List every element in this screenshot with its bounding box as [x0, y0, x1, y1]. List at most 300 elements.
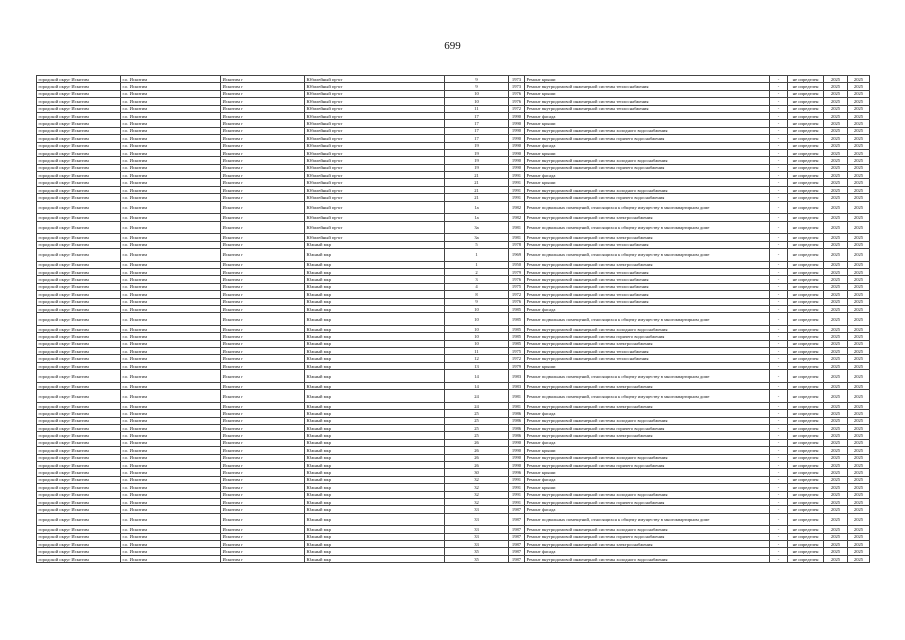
year-cell: 1987	[509, 555, 525, 562]
work-type-cell: Ремонт внутридомовой инженерной системы холодного водоснабжения	[525, 157, 770, 164]
dash-cell: -	[770, 135, 788, 142]
start-year-cell: 2025	[824, 425, 848, 432]
start-year-cell: 2025	[824, 135, 848, 142]
street-cell: Юбилейный пр-кт	[305, 234, 445, 241]
municipality-cell: городской округ Искитим	[37, 90, 121, 97]
cost-cell: не определен	[788, 164, 824, 171]
work-type-cell: Ремонт внутридомовой инженерной системы горячего водоснабжения	[525, 164, 770, 171]
work-type-cell: Ремонт внутридомовой инженерной системы теплоснабжения	[525, 83, 770, 90]
dash-cell: -	[770, 76, 788, 83]
cost-cell: не определен	[788, 340, 824, 347]
house-number-cell: 26	[445, 447, 509, 454]
municipality-cell: городской округ Искитим	[37, 76, 121, 83]
cost-cell: не определен	[788, 90, 824, 97]
table-row	[37, 172, 870, 179]
street-cell: Южный мкр	[305, 283, 445, 290]
table-row	[37, 283, 870, 290]
locality-cell: Искитим г	[221, 355, 305, 362]
start-year-cell: 2025	[824, 179, 848, 186]
end-year-cell: 2025	[848, 172, 870, 179]
municipality-cell: городской округ Искитим	[37, 410, 121, 417]
municipality-cell: городской округ Искитим	[37, 454, 121, 461]
house-number-cell: 25	[445, 425, 509, 432]
year-cell: 1979	[509, 362, 525, 369]
table-row	[37, 513, 870, 526]
municipality-cell: городской округ Искитим	[37, 149, 121, 156]
table-row	[37, 506, 870, 513]
house-number-cell: 25	[445, 410, 509, 417]
cost-cell: не определен	[788, 249, 824, 262]
locality-cell: Искитим г	[221, 234, 305, 241]
dash-cell: -	[770, 425, 788, 432]
house-number-cell: 25	[445, 432, 509, 439]
locality-cell: Искитим г	[221, 261, 305, 268]
start-year-cell: 2025	[824, 305, 848, 312]
dash-cell: -	[770, 90, 788, 97]
cost-cell: не определен	[788, 425, 824, 432]
settlement-cell: г.о. Искитим	[121, 194, 221, 201]
cost-cell: не определен	[788, 548, 824, 555]
street-cell: Южный мкр	[305, 340, 445, 347]
house-number-cell: 3а	[445, 234, 509, 241]
locality-cell: Искитим г	[221, 417, 305, 424]
year-cell: 1986	[509, 410, 525, 417]
start-year-cell: 2025	[824, 439, 848, 446]
dash-cell: -	[770, 149, 788, 156]
street-cell: Южный мкр	[305, 461, 445, 468]
table-row	[37, 390, 870, 403]
settlement-cell: г.о. Искитим	[121, 172, 221, 179]
end-year-cell: 2025	[848, 261, 870, 268]
end-year-cell: 2025	[848, 234, 870, 241]
year-cell: 1990	[509, 439, 525, 446]
cost-cell: не определен	[788, 241, 824, 248]
street-cell: Южный мкр	[305, 370, 445, 383]
end-year-cell: 2025	[848, 439, 870, 446]
dash-cell: -	[770, 83, 788, 90]
end-year-cell: 2025	[848, 402, 870, 409]
street-cell: Юбилейный пр-кт	[305, 221, 445, 234]
start-year-cell: 2025	[824, 276, 848, 283]
house-number-cell: 33	[445, 506, 509, 513]
locality-cell: Искитим г	[221, 291, 305, 298]
settlement-cell: г.о. Искитим	[121, 425, 221, 432]
year-cell: 1990	[509, 164, 525, 171]
municipality-cell: городской округ Искитим	[37, 370, 121, 383]
settlement-cell: г.о. Искитим	[121, 305, 221, 312]
table-row	[37, 179, 870, 186]
settlement-cell: г.о. Искитим	[121, 268, 221, 275]
cost-cell: не определен	[788, 172, 824, 179]
locality-cell: Искитим г	[221, 476, 305, 483]
settlement-cell: г.о. Искитим	[121, 476, 221, 483]
street-cell: Южный мкр	[305, 325, 445, 332]
start-year-cell: 2025	[824, 261, 848, 268]
start-year-cell: 2025	[824, 370, 848, 383]
street-cell: Южный мкр	[305, 355, 445, 362]
start-year-cell: 2025	[824, 454, 848, 461]
dash-cell: -	[770, 355, 788, 362]
start-year-cell: 2025	[824, 194, 848, 201]
end-year-cell: 2025	[848, 526, 870, 533]
year-cell: 1981	[509, 390, 525, 403]
start-year-cell: 2025	[824, 333, 848, 340]
settlement-cell: г.о. Искитим	[121, 83, 221, 90]
end-year-cell: 2025	[848, 313, 870, 326]
start-year-cell: 2025	[824, 157, 848, 164]
street-cell: Южный мкр	[305, 454, 445, 461]
cost-cell: не определен	[788, 186, 824, 193]
locality-cell: Искитим г	[221, 172, 305, 179]
municipality-cell: городской округ Искитим	[37, 548, 121, 555]
work-type-cell: Ремонт внутридомовой инженерной системы электроснабжения	[525, 402, 770, 409]
year-cell: 1950	[509, 261, 525, 268]
year-cell: 1990	[509, 157, 525, 164]
locality-cell: Искитим г	[221, 164, 305, 171]
work-type-cell: Ремонт фасада	[525, 548, 770, 555]
table-row	[37, 498, 870, 505]
end-year-cell: 2025	[848, 305, 870, 312]
cost-cell: не определен	[788, 439, 824, 446]
work-type-cell: Ремонт внутридомовой инженерной системы теплоснабжения	[525, 348, 770, 355]
street-cell: Южный мкр	[305, 249, 445, 262]
house-number-cell: 10	[445, 325, 509, 332]
end-year-cell: 2025	[848, 533, 870, 540]
municipality-cell: городской округ Искитим	[37, 179, 121, 186]
table-row	[37, 194, 870, 201]
locality-cell: Искитим г	[221, 105, 305, 112]
year-cell: 1979	[509, 268, 525, 275]
cost-cell: не определен	[788, 355, 824, 362]
municipality-cell: городской округ Искитим	[37, 249, 121, 262]
dash-cell: -	[770, 541, 788, 548]
cost-cell: не определен	[788, 179, 824, 186]
work-type-cell: Ремонт крыши	[525, 362, 770, 369]
settlement-cell: г.о. Искитим	[121, 214, 221, 221]
municipality-cell: городской округ Искитим	[37, 506, 121, 513]
end-year-cell: 2025	[848, 355, 870, 362]
dash-cell: -	[770, 194, 788, 201]
dash-cell: -	[770, 333, 788, 340]
year-cell: 1990	[509, 127, 525, 134]
house-number-cell: 24	[445, 402, 509, 409]
cost-cell: не определен	[788, 201, 824, 214]
cost-cell: не определен	[788, 506, 824, 513]
dash-cell: -	[770, 526, 788, 533]
dash-cell: -	[770, 283, 788, 290]
settlement-cell: г.о. Искитим	[121, 432, 221, 439]
table-row	[37, 432, 870, 439]
work-type-cell: Ремонт внутридомовой инженерной системы электроснабжения	[525, 261, 770, 268]
municipality-cell: городской округ Искитим	[37, 355, 121, 362]
end-year-cell: 2025	[848, 120, 870, 127]
house-number-cell: 19	[445, 149, 509, 156]
cost-cell: не определен	[788, 390, 824, 403]
work-type-cell: Ремонт подвальных помещений, относящихся к общему имуществу в многоквартирном доме	[525, 221, 770, 234]
municipality-cell: городской округ Искитим	[37, 268, 121, 275]
settlement-cell: г.о. Искитим	[121, 291, 221, 298]
table-row	[37, 221, 870, 234]
end-year-cell: 2025	[848, 98, 870, 105]
year-cell: 1991	[509, 484, 525, 491]
end-year-cell: 2025	[848, 417, 870, 424]
work-type-cell: Ремонт крыши	[525, 90, 770, 97]
cost-cell: не определен	[788, 491, 824, 498]
work-type-cell: Ремонт внутридомовой инженерной системы горячего водоснабжения	[525, 498, 770, 505]
municipality-cell: городской округ Искитим	[37, 120, 121, 127]
work-type-cell: Ремонт внутридомовой инженерной системы горячего водоснабжения	[525, 425, 770, 432]
table-row	[37, 268, 870, 275]
locality-cell: Искитим г	[221, 382, 305, 389]
start-year-cell: 2025	[824, 83, 848, 90]
year-cell: 1987	[509, 548, 525, 555]
year-cell: 1985	[509, 325, 525, 332]
cost-cell: не определен	[788, 447, 824, 454]
year-cell: 1973	[509, 83, 525, 90]
start-year-cell: 2025	[824, 498, 848, 505]
year-cell: 1981	[509, 221, 525, 234]
table-row	[37, 439, 870, 446]
table-row	[37, 76, 870, 83]
locality-cell: Искитим г	[221, 533, 305, 540]
cost-cell: не определен	[788, 135, 824, 142]
work-type-cell: Ремонт подвальных помещений, относящихся к общему имуществу в многоквартирном доме	[525, 370, 770, 383]
settlement-cell: г.о. Искитим	[121, 513, 221, 526]
house-number-cell: 13	[445, 362, 509, 369]
house-number-cell: 1а	[445, 201, 509, 214]
cost-cell: не определен	[788, 76, 824, 83]
municipality-cell: городской округ Искитим	[37, 325, 121, 332]
street-cell: Юбилейный пр-кт	[305, 90, 445, 97]
end-year-cell: 2025	[848, 506, 870, 513]
year-cell: 1990	[509, 149, 525, 156]
house-number-cell: 2	[445, 268, 509, 275]
house-number-cell: 10	[445, 90, 509, 97]
year-cell: 1972	[509, 291, 525, 298]
start-year-cell: 2025	[824, 491, 848, 498]
cost-cell: не определен	[788, 362, 824, 369]
house-number-cell: 1	[445, 249, 509, 262]
dash-cell: -	[770, 484, 788, 491]
work-type-cell: Ремонт фасада	[525, 506, 770, 513]
year-cell: 1987	[509, 513, 525, 526]
house-number-cell: 26	[445, 454, 509, 461]
house-number-cell: 35	[445, 555, 509, 562]
start-year-cell: 2025	[824, 340, 848, 347]
dash-cell: -	[770, 417, 788, 424]
house-number-cell: 3	[445, 276, 509, 283]
table-row	[37, 484, 870, 491]
table-row	[37, 291, 870, 298]
street-cell: Южный мкр	[305, 261, 445, 268]
settlement-cell: г.о. Искитим	[121, 484, 221, 491]
cost-cell: не определен	[788, 127, 824, 134]
locality-cell: Искитим г	[221, 425, 305, 432]
settlement-cell: г.о. Искитим	[121, 348, 221, 355]
municipality-cell: городской округ Искитим	[37, 214, 121, 221]
settlement-cell: г.о. Искитим	[121, 526, 221, 533]
start-year-cell: 2025	[824, 172, 848, 179]
dash-cell: -	[770, 548, 788, 555]
house-number-cell: 33	[445, 541, 509, 548]
work-type-cell: Ремонт внутридомовой инженерной системы горячего водоснабжения	[525, 135, 770, 142]
dash-cell: -	[770, 555, 788, 562]
locality-cell: Искитим г	[221, 432, 305, 439]
start-year-cell: 2025	[824, 105, 848, 112]
municipality-cell: городской округ Искитим	[37, 105, 121, 112]
house-number-cell: 26	[445, 439, 509, 446]
dash-cell: -	[770, 402, 788, 409]
year-cell: 1976	[509, 98, 525, 105]
cost-cell: не определен	[788, 476, 824, 483]
municipality-cell: городской округ Искитим	[37, 348, 121, 355]
municipality-cell: городской округ Искитим	[37, 112, 121, 119]
settlement-cell: г.о. Искитим	[121, 355, 221, 362]
end-year-cell: 2025	[848, 454, 870, 461]
year-cell: 1976	[509, 90, 525, 97]
dash-cell: -	[770, 454, 788, 461]
cost-cell: не определен	[788, 105, 824, 112]
work-type-cell: Ремонт внутридомовой инженерной системы холодного водоснабжения	[525, 417, 770, 424]
house-number-cell: 24	[445, 390, 509, 403]
house-number-cell: 19	[445, 164, 509, 171]
dash-cell: -	[770, 313, 788, 326]
end-year-cell: 2025	[848, 476, 870, 483]
work-type-cell: Ремонт внутридомовой инженерной системы теплоснабжения	[525, 298, 770, 305]
year-cell: 1996	[509, 469, 525, 476]
year-cell: 1983	[509, 382, 525, 389]
start-year-cell: 2025	[824, 120, 848, 127]
locality-cell: Искитим г	[221, 454, 305, 461]
dash-cell: -	[770, 298, 788, 305]
house-number-cell: 25	[445, 417, 509, 424]
work-type-cell: Ремонт внутридомовой инженерной системы электроснабжения	[525, 432, 770, 439]
table-row	[37, 313, 870, 326]
year-cell: 1976	[509, 298, 525, 305]
end-year-cell: 2025	[848, 498, 870, 505]
start-year-cell: 2025	[824, 447, 848, 454]
locality-cell: Искитим г	[221, 268, 305, 275]
year-cell: 1990	[509, 454, 525, 461]
dash-cell: -	[770, 127, 788, 134]
municipality-cell: городской округ Искитим	[37, 186, 121, 193]
municipality-cell: городской округ Искитим	[37, 201, 121, 214]
locality-cell: Искитим г	[221, 305, 305, 312]
street-cell: Южный мкр	[305, 298, 445, 305]
work-type-cell: Ремонт внутридомовой инженерной системы холодного водоснабжения	[525, 127, 770, 134]
settlement-cell: г.о. Искитим	[121, 454, 221, 461]
year-cell: 1973	[509, 76, 525, 83]
year-cell: 1982	[509, 201, 525, 214]
year-cell: 1990	[509, 461, 525, 468]
dash-cell: -	[770, 268, 788, 275]
dash-cell: -	[770, 164, 788, 171]
settlement-cell: г.о. Искитим	[121, 127, 221, 134]
cost-cell: не определен	[788, 432, 824, 439]
municipality-cell: городской округ Искитим	[37, 447, 121, 454]
work-type-cell: Ремонт внутридомовой инженерной системы электроснабжения	[525, 340, 770, 347]
dash-cell: -	[770, 498, 788, 505]
dash-cell: -	[770, 120, 788, 127]
street-cell: Южный мкр	[305, 382, 445, 389]
start-year-cell: 2025	[824, 249, 848, 262]
table-row	[37, 461, 870, 468]
dash-cell: -	[770, 234, 788, 241]
table-row	[37, 90, 870, 97]
street-cell: Южный мкр	[305, 276, 445, 283]
end-year-cell: 2025	[848, 214, 870, 221]
table-row	[37, 214, 870, 221]
street-cell: Южный мкр	[305, 498, 445, 505]
table-row	[37, 382, 870, 389]
dash-cell: -	[770, 186, 788, 193]
municipality-cell: городской округ Искитим	[37, 498, 121, 505]
work-type-cell: Ремонт фасада	[525, 172, 770, 179]
dash-cell: -	[770, 241, 788, 248]
settlement-cell: г.о. Искитим	[121, 241, 221, 248]
street-cell: Южный мкр	[305, 476, 445, 483]
dash-cell: -	[770, 291, 788, 298]
table-row	[37, 348, 870, 355]
start-year-cell: 2025	[824, 390, 848, 403]
work-type-cell: Ремонт внутридомовой инженерной системы холодного водоснабжения	[525, 526, 770, 533]
start-year-cell: 2025	[824, 362, 848, 369]
street-cell: Южный мкр	[305, 291, 445, 298]
work-type-cell: Ремонт фасада	[525, 410, 770, 417]
table-row	[37, 362, 870, 369]
table-row	[37, 425, 870, 432]
year-cell: 1991	[509, 186, 525, 193]
end-year-cell: 2025	[848, 447, 870, 454]
end-year-cell: 2025	[848, 164, 870, 171]
settlement-cell: г.о. Искитим	[121, 447, 221, 454]
start-year-cell: 2025	[824, 298, 848, 305]
dash-cell: -	[770, 390, 788, 403]
table-row	[37, 325, 870, 332]
work-type-cell: Ремонт подвальных помещений, относящихся к общему имуществу в многоквартирном доме	[525, 390, 770, 403]
street-cell: Юбилейный пр-кт	[305, 194, 445, 201]
locality-cell: Искитим г	[221, 370, 305, 383]
end-year-cell: 2025	[848, 491, 870, 498]
municipality-cell: городской округ Искитим	[37, 555, 121, 562]
end-year-cell: 2025	[848, 186, 870, 193]
house-number-cell: 10	[445, 98, 509, 105]
work-type-cell: Ремонт подвальных помещений, относящихся к общему имуществу в многоквартирном доме	[525, 513, 770, 526]
street-cell: Юбилейный пр-кт	[305, 149, 445, 156]
table-row	[37, 548, 870, 555]
end-year-cell: 2025	[848, 127, 870, 134]
year-cell: 1987	[509, 541, 525, 548]
street-cell: Юбилейный пр-кт	[305, 98, 445, 105]
locality-cell: Искитим г	[221, 186, 305, 193]
end-year-cell: 2025	[848, 135, 870, 142]
municipality-cell: городской округ Искитим	[37, 142, 121, 149]
dash-cell: -	[770, 432, 788, 439]
end-year-cell: 2025	[848, 276, 870, 283]
locality-cell: Искитим г	[221, 325, 305, 332]
settlement-cell: г.о. Искитим	[121, 555, 221, 562]
end-year-cell: 2025	[848, 432, 870, 439]
start-year-cell: 2025	[824, 325, 848, 332]
work-type-cell: Ремонт крыши	[525, 120, 770, 127]
year-cell: 1972	[509, 355, 525, 362]
cost-cell: не определен	[788, 149, 824, 156]
settlement-cell: г.о. Искитим	[121, 98, 221, 105]
municipality-cell: городской округ Искитим	[37, 221, 121, 234]
work-type-cell: Ремонт крыши	[525, 179, 770, 186]
start-year-cell: 2025	[824, 402, 848, 409]
street-cell: Южный мкр	[305, 268, 445, 275]
